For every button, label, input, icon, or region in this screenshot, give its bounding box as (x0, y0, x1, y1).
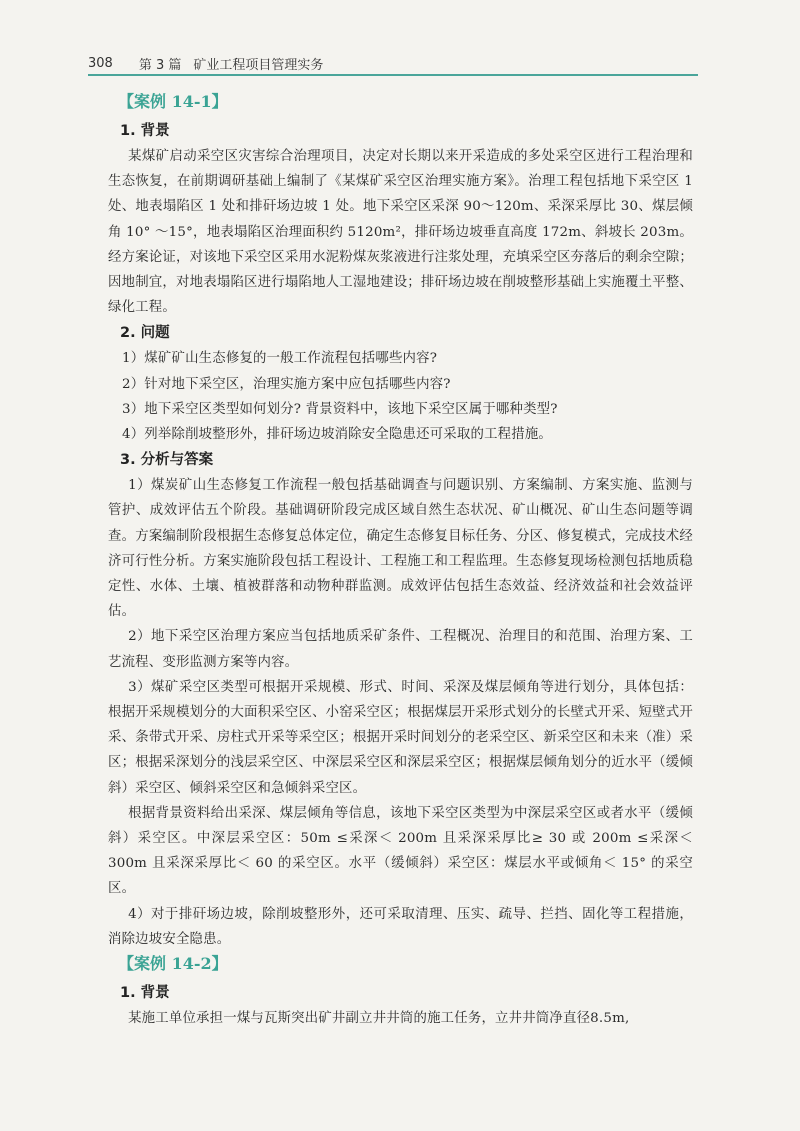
background-heading: 1. 背景 (120, 123, 170, 139)
background-paragraph: 某煤矿启动采空区灾害综合治理项目，决定对长期以来开采造成的多处采空区进行工程治理和生态恢复，在前期调研基础上编制了《某煤矿采空区治理实施方案》。治理工程包括地下采空区 1 处、地表塌陷区 1 处和排矸场边坡 1 处。地下采空区采深 90～120m、采深采厚比 30、煤层倾角 10° ～15°，地表塌陷区治理面积约 5120m²，排矸场边坡垂直高度 172m、斜坡长 203m。经方案论证，对该地下采空区采用水泥粉煤灰浆液进行注浆处理，充填采空区夯落后的剩余空隙；因地制宜，对地表塌陷区进行塌陷地人工湿地建设；排矸场边坡在削坡整形基础上实施覆土平整、绿化工程。 (108, 149, 693, 316)
answer-paragraph: 1）煤炭矿山生态修复工作流程一般包括基础调查与问题识别、方案编制、方案实施、监测与管护、成效评估五个阶段。基础调研阶段完成区域自然生态状况、矿山概况、矿山生态问题等调查。方案编制阶段根据生态修复总体定位，确定生态修复目标任务、分区、修复模式，完成技术经济可行性分析。方案实施阶段包括工程设计、工程施工和工程监理。生态修复现场检测包括地质稳定性、水体、土壤、植被群落和动物种群监测。成效评估包括生态效益、经济效益和社会效益评估。 (108, 478, 693, 620)
book-title: 矿业工程项目管理实务 (193, 57, 324, 73)
answer-paragraph: 3）煤矿采空区类型可根据开采规模、形式、时间、采深及煤层倾角等进行划分，具体包括：根据开采规模划分的大面积采空区、小窑采空区；根据煤层开采形式划分的长壁式开采、短壁式开采、条带式开采、房柱式开采等采空区；根据开采时间划分的老采空区、新采空区和未来（准）采区；根据采深划分的浅层采空区、中深层采空区和深层采空区；根据煤层倾角划分的近水平（缓倾斜）采空区、倾斜采空区和急倾斜采空区。 (108, 679, 693, 796)
case-14-1-title: 【案例 14-1】 (118, 92, 228, 111)
header-rule (88, 74, 698, 76)
answer-paragraph: 根据背景资料给出采深、煤层倾角等信息，该地下采空区类型为中深层采空区或者水平（缓倾斜）采空区。中深层采空区：50m ≤采深＜ 200m 且采深采厚比≥ 30 或 200m ≤采深＜ 300m 且采深采厚比＜ 60 的采空区。水平（缓倾斜）采空区：煤层水平或倾角＜ 15° 的采空区。 (108, 805, 693, 897)
page-body (108, 90, 693, 1031)
running-header (88, 52, 698, 74)
answers-heading: 3. 分析与答案 (120, 452, 214, 469)
answer-paragraph: 4）对于排矸场边坡，除削坡整形外，还可采取清理、压实、疏导、拦挡、固化等工程措施，消除边坡安全隐患。 (108, 906, 693, 947)
part-label: 第 3 篇 (138, 57, 182, 73)
question-item: 1）煤矿矿山生态修复的一般工作流程包括哪些内容? (122, 351, 438, 367)
page-number: 308 (88, 55, 113, 71)
question-item: 4）列举除削坡整形外，排矸场边坡消除安全隐患还可采取的工程措施。 (122, 427, 553, 443)
question-item: 3）地下采空区类型如何划分? 背景资料中，该地下采空区属于哪种类型? (122, 401, 558, 417)
background-heading-2: 1. 背景 (120, 985, 170, 1002)
background-paragraph-2: 某施工单位承担一煤与瓦斯突出矿井副立井井筒的施工任务，立井井筒净直径8.5m, (128, 1011, 630, 1027)
answer-paragraph: 2）地下采空区治理方案应当包括地质采矿条件、工程概况、治理目的和范围、治理方案、工艺流程、变形监测方案等内容。 (108, 629, 693, 670)
case-14-2-title: 【案例 14-2】 (118, 954, 228, 974)
question-item: 2）针对地下采空区，治理实施方案中应包括哪些内容? (122, 376, 451, 392)
questions-heading: 2. 问题 (120, 325, 170, 342)
